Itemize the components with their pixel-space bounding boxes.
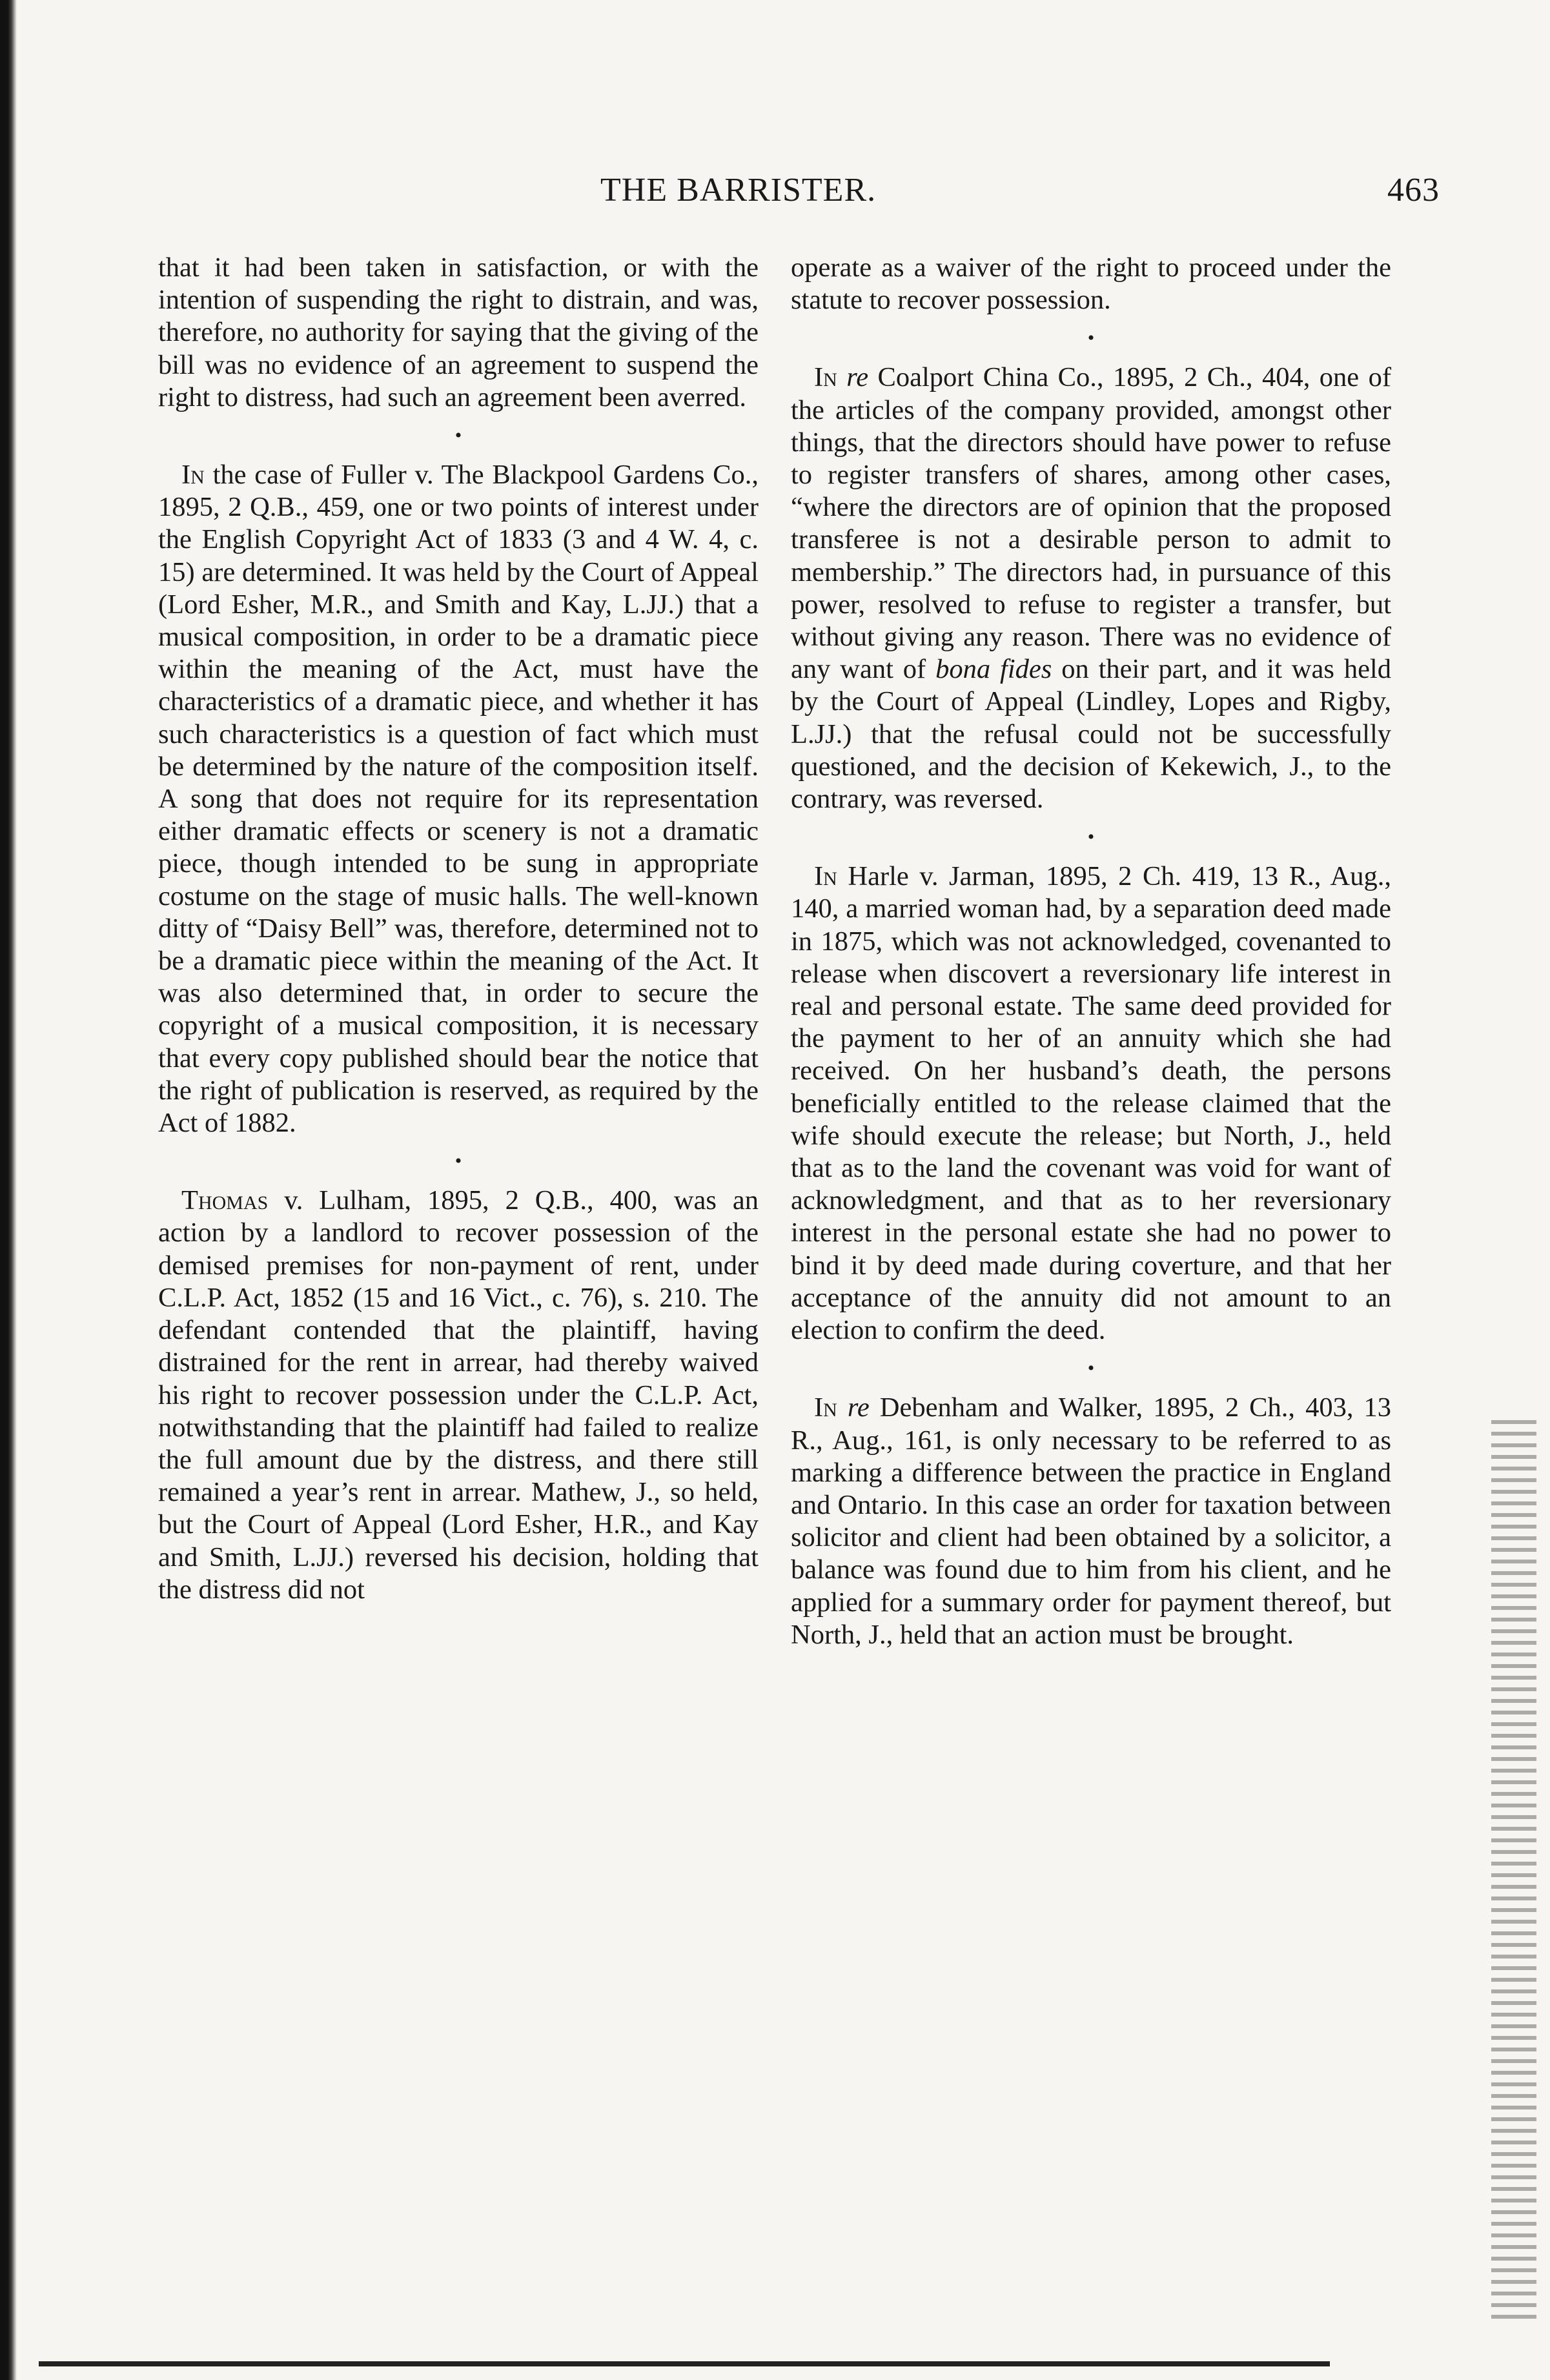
lead-word: Thomas	[181, 1185, 269, 1216]
paragraph-left-1: that it had been taken in satisfaction, or with the intention of suspending the right to distrain, and was, therefore, no authority for saying that the giving of the bill was no evidence of an agreement to suspend the right to distress, had such an agreement been averred.	[158, 252, 759, 412]
paragraph-text: v. Lulham, 1895, 2 Q.B., 400, was an action by a landlord to recover possession of the demised premises for non-payment of rent, under C.L.P. Act, 1852 (15 and 16 Vict., c. 76), s. 210. The defendant contended that the plaintiff, having distrained for the rent in arrear, had thereby waived his right to recover possession under the C.L.P. Act, notwithstanding that the plaintiff had failed to realize the full amount due by the distress, and there still remained a year’s rent in arrear. Mathew, J., so held, but the Court of Appeal (Lord Esher, H.R., and Kay and Smith, L.JJ.) reversed his decision, holding that the distress did not	[158, 1185, 759, 1605]
page-number: 463	[1387, 172, 1440, 209]
paragraph-left-3	[158, 1185, 759, 1606]
paragraph-right-2	[791, 361, 1391, 815]
right-column	[791, 252, 1391, 1651]
paragraph-text: Debenham and Walker, 1895, 2 Ch., 403, 13 R., Aug., 161, is only necessary to be referred to as marking a difference between the practice in England and Ontario. In this case an order for taxation between solicitor and client had been obtained by a solicitor, a balance was found due to him from his client, and he applied for a summary order for payment thereof, but North, J., held that an action must be brought.	[791, 1392, 1392, 1650]
lead-word: In	[814, 861, 837, 892]
lead-word: In	[181, 460, 205, 491]
paragraph-text: the case of Fuller v. The Blackpool Gardens Co., 1895, 2 Q.B., 459, one or two points of interest under the English Copyright Act of 1833 (3 and 4 W. 4, c. 15) are determined. It was held by the Court of Appeal (Lord Esher, M.R., and Smith and Kay, L.JJ.) that a musical composition, in order to be a dramatic piece within the meaning of the Act, must have the characteristics of a dramatic piece, and whether it has such characteristics is a question of fact which must be determined by the nature of the composition itself. A song that does not require for its representation either dramatic effects or scenery is not a dramatic piece, though intended to be sung in appropriate costume on the stage of music halls. The well-known ditty of “Daisy Bell” was, therefore, determined not to be a dramatic piece within the meaning of the Act. It was also determined that, in order to secure the copyright of a musical composition, it is necessary that every copy published should bear the notice that the right of publication is reserved, as required by the Act of 1882.	[158, 460, 759, 1139]
running-head: THE BARRISTER.	[600, 172, 877, 209]
scan-noise	[1491, 1420, 1536, 2324]
left-column	[158, 252, 759, 1606]
paragraph-right-4	[791, 1392, 1391, 1651]
scan-edge-shadow	[0, 0, 17, 2380]
separator-mark: •	[454, 1150, 462, 1172]
scan-bottom-rule	[39, 2361, 1330, 2366]
paragraph-left-2	[158, 459, 759, 1139]
bona-fides-italic: bona fides	[935, 654, 1052, 685]
paragraph-right-1: operate as a waiver of the right to proceed under the statute to recover possession.	[791, 252, 1391, 316]
lead-word: In	[814, 362, 837, 393]
separator-mark: •	[1087, 1358, 1095, 1379]
re-italic: re	[837, 362, 869, 393]
separator-mark: •	[1087, 826, 1095, 848]
paragraph-text: Harle v. Jarman, 1895, 2 Ch. 419, 13 R., Aug., 140, a married woman had, by a separation deed made in 1875, which was not acknowledged, covenanted to release when discovert a reversionary life interest in real and personal estate. The same deed provided for the payment to her of an annuity which she had received. On her husband’s death, the persons beneficially entitled to the release claimed that the wife should execute the release; but North, J., held that as to the land the covenant was void for want of acknowledgment, and that as to her reversionary interest in the personal estate she had no power to bind it by deed made during coverture, and that her acceptance of the annuity did not amount to an election to confirm the deed.	[791, 861, 1391, 1346]
lead-word: In	[814, 1392, 837, 1423]
paragraph-text: Coalport China Co., 1895, 2 Ch., 404, one of the articles of the company provided, amongst other things, that the directors should have power to refuse to register transfers of shares, among other cases, “where the directors are of opinion that the proposed transferee is not a desirable person to admit to membership.” The directors had, in pursuance of this power, resolved to refuse to register a transfer, but without giving any reason. There was no evidence of any want of	[791, 362, 1391, 685]
re-italic: re	[837, 1392, 870, 1423]
page-header	[581, 171, 1440, 223]
paragraph-text: on their part, and it was held by the Court of Appeal (Lindley, Lopes and Rigby, L.JJ.) that the refusal could not be successfully questioned, and the decision of Kekewich, J., to the contrary, was reversed.	[791, 654, 1391, 815]
separator-mark: •	[1087, 327, 1095, 349]
paragraph-right-3	[791, 860, 1391, 1347]
separator-mark: •	[454, 425, 462, 447]
